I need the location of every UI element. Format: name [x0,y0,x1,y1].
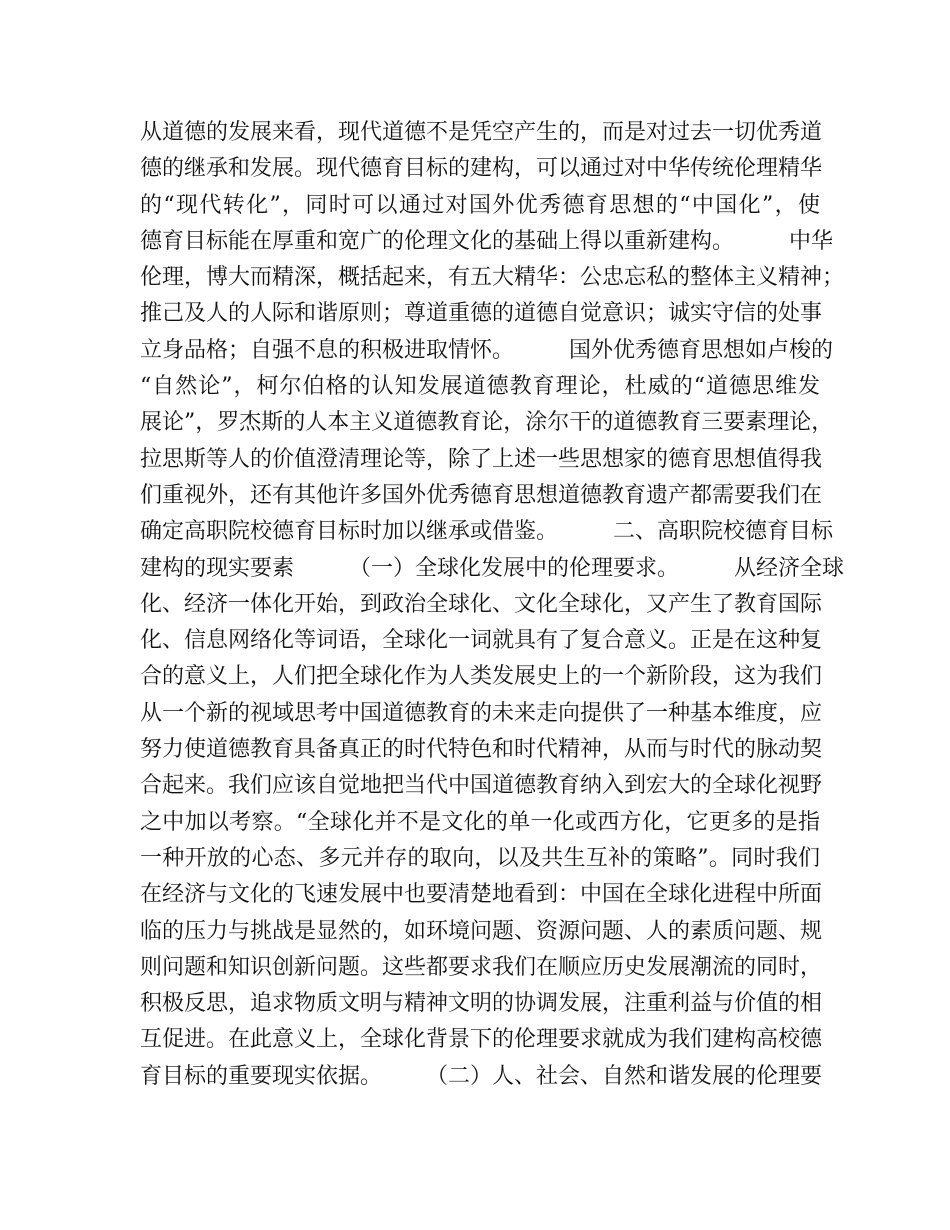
text-line: 伦理，博大而精深，概括起来，有五大精华：公忠忘私的整体主义精神； [140,265,845,291]
text-line: 互促进。在此意义上，全球化背景下的伦理要求就成为我们建构高校德 [140,1027,823,1053]
text-line: “自然论”，柯尔伯格的认知发展道德教育理论，杜威的“道德思维发 [140,374,820,400]
text-line: 展论”，罗杰斯的人本主义道德教育论，涂尔干的道德教育三要素理论， [140,410,834,436]
text-line: 确定高职院校德育目标时加以继承或借鉴。 二、高职院校德育目标 [140,519,834,545]
text-line: 从道德的发展来看，现代道德不是凭空产生的，而是对过去一切优秀道 [140,120,823,145]
text-line: 推己及人的人际和谐原则；尊道重德的道德自觉意识；诚实守信的处事 [140,301,823,327]
text-line: 一种开放的心态、多元并存的取向，以及共生互补的策略”。同时我们 [140,845,820,871]
text-line: 努力使道德教育具备真正的时代特色和时代精神，从而与时代的脉动契 [140,737,823,763]
text-line: 的“现代转化”，同时可以通过对国外优秀德育思想的“中国化”，使 [140,192,820,218]
text-line: 之中加以考察。“全球化并不是文化的单一化或西方化，它更多的是指 [140,809,820,835]
text-line: 拉思斯等人的价值澄清理论等，除了上述一些思想家的德育思想值得我 [140,446,823,472]
body-text [140,115,845,1095]
text-line: 化、经济一体化开始，到政治全球化、文化全球化，又产生了教育国际 [140,591,823,617]
text-line: 建构的现实要素 （一）全球化发展中的伦理要求。 从经济全球 [140,555,845,581]
text-line: 合的意义上，人们把全球化作为人类发展史上的一个新阶段，这为我们 [140,664,823,690]
text-line: 立身品格；自强不息的积极进取情怀。 国外优秀德育思想如卢梭的 [140,337,834,363]
text-line: 化、信息网络化等词语，全球化一词就具有了复合意义。正是在这种复 [140,628,823,654]
text-line: 们重视外，还有其他许多国外优秀德育思想道德教育遗产都需要我们在 [140,482,823,508]
text-line: 德育目标能在厚重和宽广的伦理文化的基础上得以重新建构。 中华 [140,228,834,254]
text-line: 临的压力与挑战是显然的，如环境问题、资源问题、人的素质问题、规 [140,918,823,944]
text-line: 从一个新的视域思考中国道德教育的未来走向提供了一种基本维度，应 [140,700,823,726]
text-line: 德的继承和发展。现代德育目标的建构，可以通过对中华传统伦理精华 [140,156,823,182]
text-line: 在经济与文化的飞速发展中也要清楚地看到：中国在全球化进程中所面 [140,882,823,908]
text-line: 则问题和知识创新问题。这些都要求我们在顺应历史发展潮流的同时， [140,954,823,980]
text-line: 合起来。我们应该自觉地把当代中国道德教育纳入到宏大的全球化视野 [140,773,823,799]
text-line: 育目标的重要现实依据。 （二）人、社会、自然和谐发展的伦理要 [140,1063,823,1089]
text-line: 积极反思，追求物质文明与精神文明的协调发展，注重利益与价值的相 [140,991,823,1017]
